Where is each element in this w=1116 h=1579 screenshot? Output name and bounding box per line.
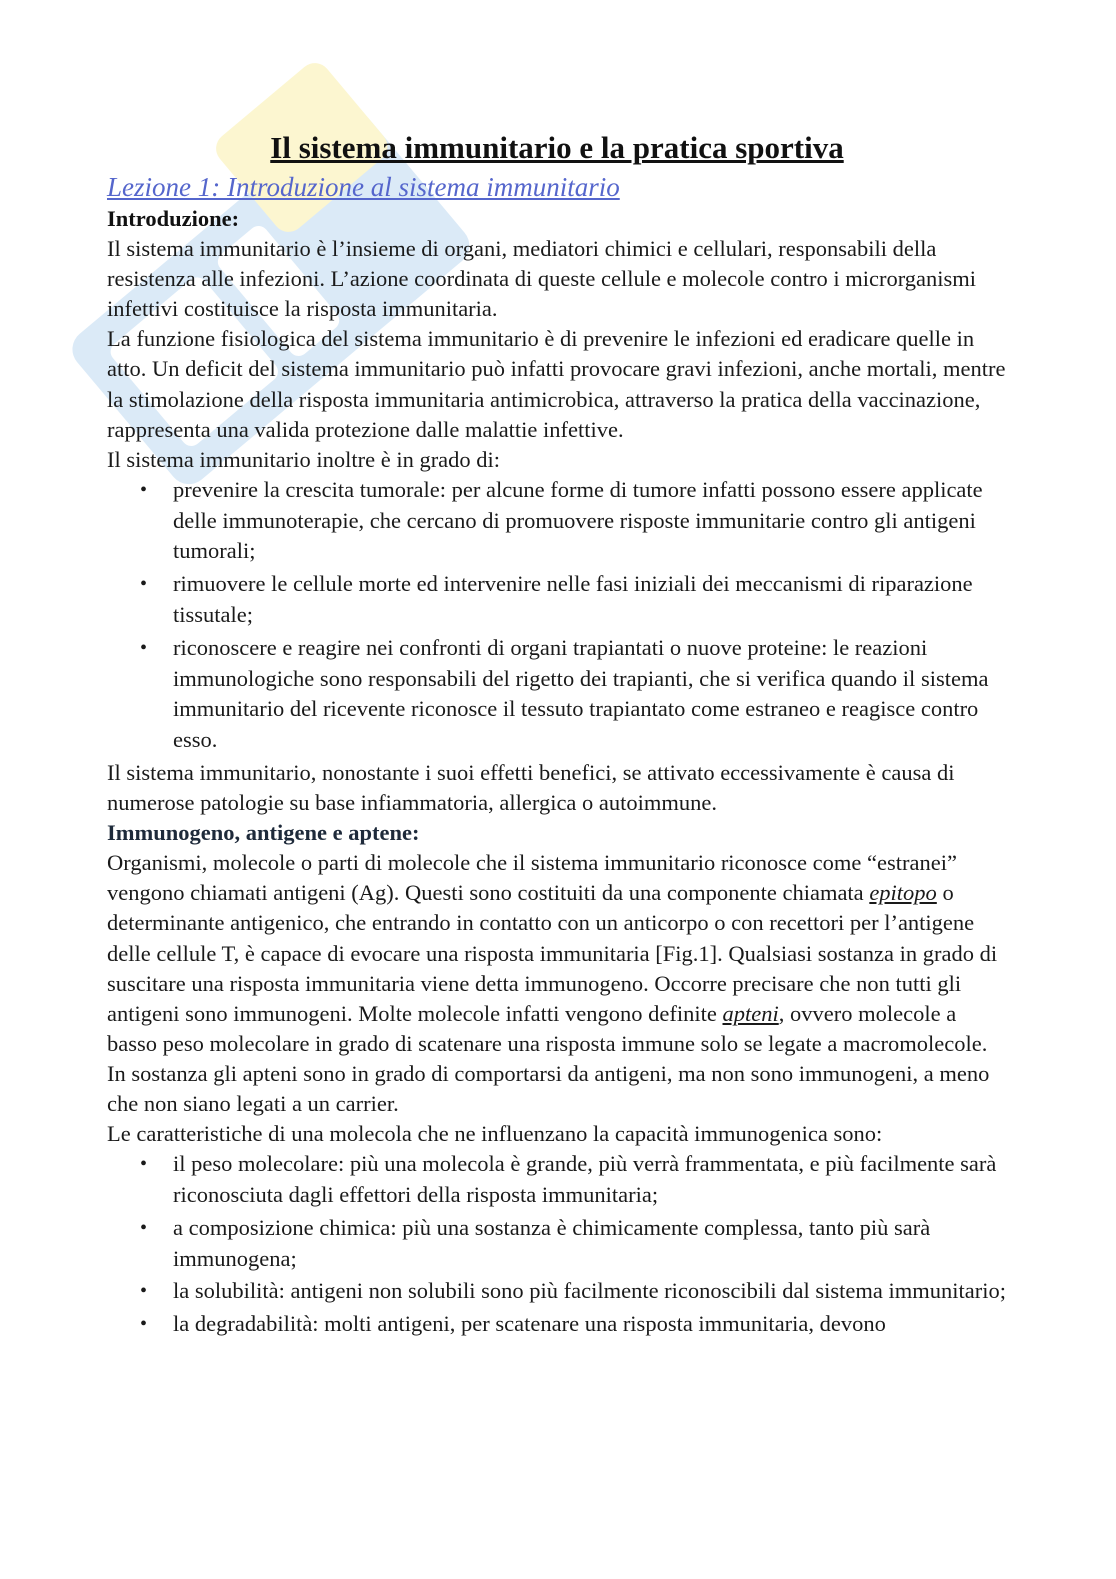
paragraph: Organismi, molecole o parti di molecole che il sistema immunitario riconosce come “estranei” vengono chiamati antigeni (Ag). Questi sono costituiti da una componente chiamata epitopo o determinante antigenico, che entrando in contatto con un anticorpo o con recettori per l’antigene delle cellule T, è capace di evocare una risposta immunitaria [Fig.1]. Qualsiasi sostanza in grado di suscitare una risposta immunitaria viene detta immunogeno. Occorre precisare che non tutti gli antigeni sono immunogeni. Molte molecole infatti vengono definite apteni, ovvero molecole a basso peso molecolare in grado di scatenare una risposta immune solo se legate a macromolecole. In sostanza gli apteni sono in grado di comportarsi da antigeni, ma non sono immunogeni, a meno che non siano legati a un carrier. <box>107 850 998 1117</box>
document-title: Il sistema immunitario e la pratica sportiva <box>270 130 844 165</box>
bullet-list <box>107 1149 1007 1340</box>
lesson-heading-link[interactable]: Lezione 1: Introduzione al sistema immunitario <box>107 172 620 202</box>
term-epitopo: epitopo <box>869 880 937 906</box>
list-item: • riconoscere e reagire nei confronti di organi trapiantati o nuove proteine: le reazioni immunologiche sono responsabili del rigetto dei trapianti, che si verifica quando il sistema immunitario del ricevente riconosce il tessuto trapiantato come estraneo e reagisce contro esso. <box>140 634 989 753</box>
bullet-list <box>107 475 1007 756</box>
paragraph: La funzione fisiologica del sistema immunitario è di prevenire le infezioni ed eradicare quelle in atto. Un deficit del sistema immunitario può infatti provocare gravi infezioni, anche mortali, mentre la stimolazione della risposta immunitaria antimicrobica, attraverso la pratica della vaccinazione, rappresenta una valida protezione dalle malattie infettive. <box>107 326 1006 442</box>
paragraph: Il sistema immunitario inoltre è in grado di: <box>107 446 501 472</box>
paragraph: Il sistema immunitario, nonostante i suoi effetti benefici, se attivato eccessivamente è causa di numerose patologie su base infiammatoria, allergica o autoimmune. <box>107 760 955 816</box>
bullet-icon: • <box>140 1153 148 1176</box>
list-item: • prevenire la crescita tumorale: per alcune forme di tumore infatti possono essere applicate delle immunoterapie, che cercano di promuovere risposte immunitarie contro gli antigeni tumorali; <box>140 476 983 564</box>
list-item: • la degradabilità: molti antigeni, per scatenare una risposta immunitaria, devono <box>173 1309 1007 1340</box>
list-item: • rimuovere le cellule morte ed intervenire nelle fasi iniziali dei meccanismi di riparazione tissutale; <box>140 571 973 628</box>
list-item: • la solubilità: antigeni non solubili sono più facilmente riconoscibili dal sistema immunitario; <box>173 1276 1007 1307</box>
bullet-icon: • <box>140 478 148 501</box>
list-item: • il peso molecolare: più una molecola è grande, più verrà frammentata, e più facilmente sarà riconosciuta dagli effettori della risposta immunitaria; <box>140 1151 997 1208</box>
bullet-icon: • <box>140 573 148 596</box>
bullet-icon: • <box>140 1280 148 1303</box>
document-page <box>107 128 1007 1342</box>
paragraph: Il sistema immunitario è l’insieme di organi, mediatori chimici e cellulari, responsabili della resistenza alle infezioni. L’azione coordinata di queste cellule e molecole contro i microrganismi infettivi costituisce la risposta immunitaria. <box>107 236 977 322</box>
bullet-icon: • <box>140 636 148 659</box>
paragraph: Le caratteristiche di una molecola che ne influenzano la capacità immunogenica sono: <box>107 1121 883 1147</box>
term-apteni: apteni <box>722 1000 779 1026</box>
section-heading-introduzione: Introduzione: <box>107 206 240 231</box>
bullet-icon: • <box>140 1313 148 1336</box>
list-item: • a composizione chimica: più una sostanza è chimicamente complessa, tanto più sarà immunogena; <box>140 1214 931 1271</box>
bullet-icon: • <box>140 1216 148 1239</box>
section-heading-immunogeno: Immunogeno, antigene e aptene: <box>107 820 420 846</box>
